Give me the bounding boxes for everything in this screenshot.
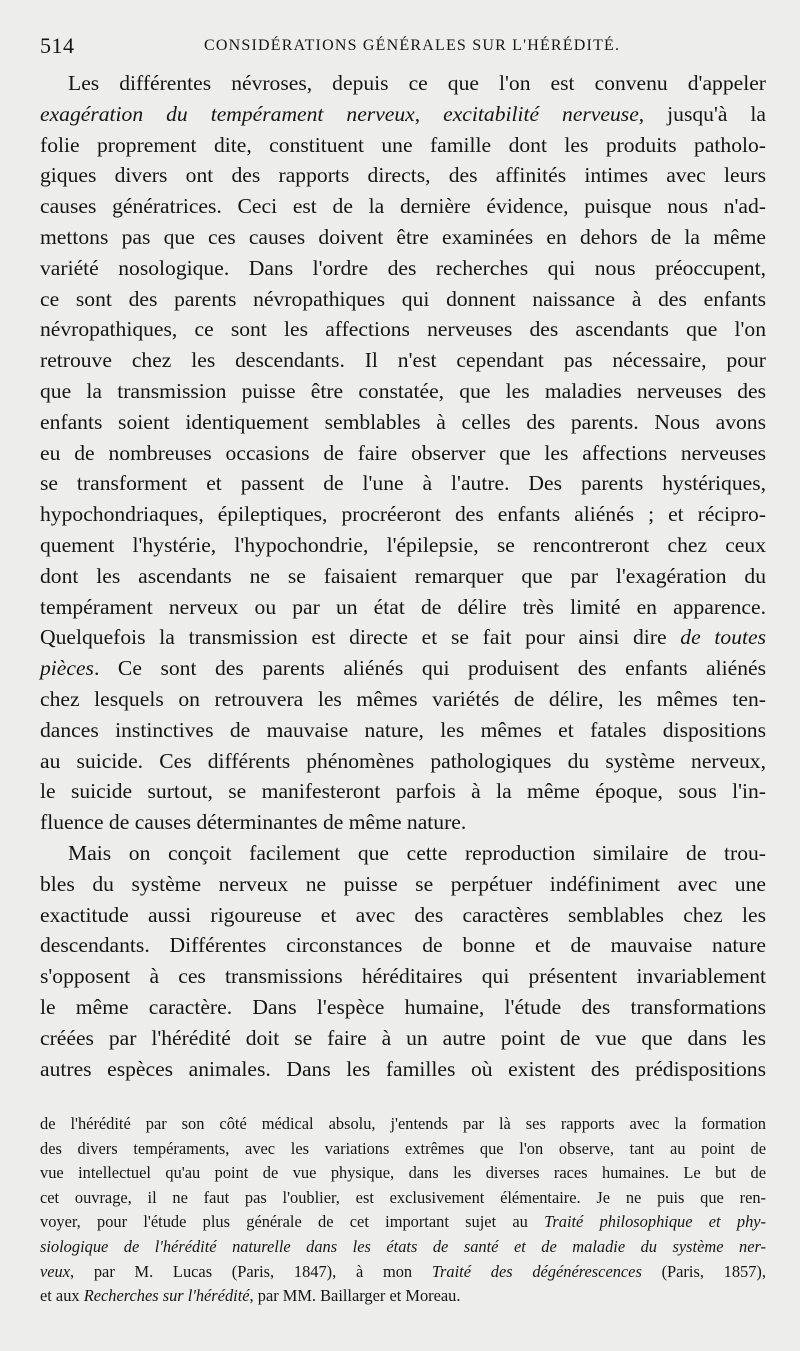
text-line: causes génératrices. Ceci est de la dernière évidence, puisque nous n'ad- [40,194,766,219]
text-fragment: (Paris, 1857), [641,1261,766,1281]
text-line [40,622,766,653]
italic-phrase: de toutes [680,625,766,650]
italic-phrase: veux [40,1261,71,1281]
italic-phrase: Recherches sur l'hérédité [83,1286,250,1306]
italic-phrase: siologique de l'hérédité naturelle dans les états de santé et de maladie du système ner- [40,1236,766,1256]
text-line: le suicide surtout, se manifesteront parfois à la même époque, sous l'in- [40,779,766,804]
text-line: mettons pas que ces causes doivent être examinées en dehors de la même [40,224,766,249]
main-text [40,68,766,1084]
text-fragment: voyer, pour l'étude plus générale de cet important sujet au [40,1212,545,1232]
footnote-line: des divers tempéraments, avec les variations extrêmes que l'on observe, tant au point de [40,1138,766,1158]
text-line: névropathiques, ce sont les affections nerveuses des ascendants que l'on [40,317,766,342]
text-line: descendants. Différentes circonstances de bonne et de mauvaise nature [40,933,766,958]
text-line: au suicide. Ces différents phénomènes pathologiques du système nerveux, [40,748,766,773]
text-line: que la transmission puisse être constatée, que les maladies nerveuses des [40,378,766,403]
footnote [40,1112,766,1309]
text-line: hypochondriaques, épileptiques, procréeront des enfants aliénés ; et récipro- [40,502,766,527]
footnote-line: cet ouvrage, il ne faut pas l'oublier, est exclusivement élémentaire. Je ne puis que ren- [40,1187,766,1207]
text-line: fluence de causes déterminantes de même nature. [40,810,467,835]
text-fragment: . Ce sont des parents aliénés qui produisent des enfants aliénés [93,656,766,681]
footnote-line: de l'hérédité par son côté médical absolu, j'entends par là ses rapports avec la formation [40,1114,766,1133]
text-line: retrouve chez les descendants. Il n'est cependant pas nécessaire, pour [40,348,766,373]
text-line: se transforment et passent de l'une à l'autre. Des parents hystériques, [40,471,766,496]
footnote-line [40,1284,766,1309]
text-fragment: Quelquefois la transmission est directe et se fait pour ainsi dire [40,625,681,650]
text-fragment: , par MM. Baillarger et Moreau. [249,1286,461,1306]
text-fragment: , [414,101,444,126]
text-line [40,99,766,130]
footnote-line [40,1210,766,1235]
running-head: CONSIDÉRATIONS GÉNÉRALES SUR L'HÉRÉDITÉ. [204,37,621,54]
italic-phrase: excitabilité nerveuse [443,101,639,126]
text-line [40,653,766,684]
text-line: chez lesquels on retrouvera les mêmes variétés de délire, les mêmes ten- [40,686,766,711]
text-line: le même caractère. Dans l'espèce humaine, l'étude des transformations [40,994,766,1019]
italic-phrase: Traité philosophique et phy- [544,1212,766,1232]
text-fragment: et aux [40,1286,84,1306]
text-line: giques divers ont des rapports directs, des affinités intimes avec leurs [40,163,766,188]
text-fragment: , par M. Lucas (Paris, 1847), à mon [70,1261,432,1281]
text-line: quement l'hystérie, l'hypochondrie, l'épilepsie, se rencontreront chez ceux [40,532,766,557]
text-line: exactitude aussi rigoureuse et avec des caractères semblables chez les [40,902,766,927]
text-line: Mais on conçoit facilement que cette reproduction similaire de trou- [68,840,766,865]
text-line: créées par l'hérédité doit se faire à un autre point de vue que dans les [40,1025,766,1050]
text-fragment: , jusqu'à la [638,101,767,126]
italic-phrase: Traité des dégénérescences [431,1261,642,1281]
text-line: enfants soient identiquement semblables à celles des parents. Nous avons [40,409,766,434]
text-line: eu de nombreuses occasions de faire observer que les affections nerveuses [40,440,766,465]
text-line: Les différentes névroses, depuis ce que l'on est convenu d'appeler [68,71,766,95]
footnote-line: vue intellectuel qu'au point de vue physique, dans les diverses races humaines. Le but de [40,1163,766,1183]
footnote-line [40,1260,766,1285]
page-header [40,33,766,63]
text-line: ce sont des parents névropathiques qui donnent naissance à des enfants [40,286,766,311]
text-line: s'opposent à ces transmissions héréditaires qui présentent invariablement [40,964,766,989]
text-line: autres espèces animales. Dans les familles où existent des prédispositions [40,1056,766,1081]
page-number: 514 [40,33,75,58]
text-line: tempérament nerveux ou par un état de délire très limité en apparence. [40,594,766,619]
text-line: variété nosologique. Dans l'ordre des recherches qui nous préoccupent, [40,255,766,280]
text-line: dances instinctives de mauvaise nature, les mêmes et fatales dispositions [40,717,766,742]
text-line: bles du système nerveux ne puisse se perpétuer indéfiniment avec une [40,871,766,896]
text-line: folie proprement dite, constituent une famille dont les produits patholo- [40,132,766,157]
italic-phrase: exagération du tempérament nerveux [40,101,415,126]
footnote-line [40,1235,766,1260]
text-line: dont les ascendants ne se faisaient remarquer que par l'exagération du [40,563,766,588]
italic-phrase: pièces [40,656,94,681]
